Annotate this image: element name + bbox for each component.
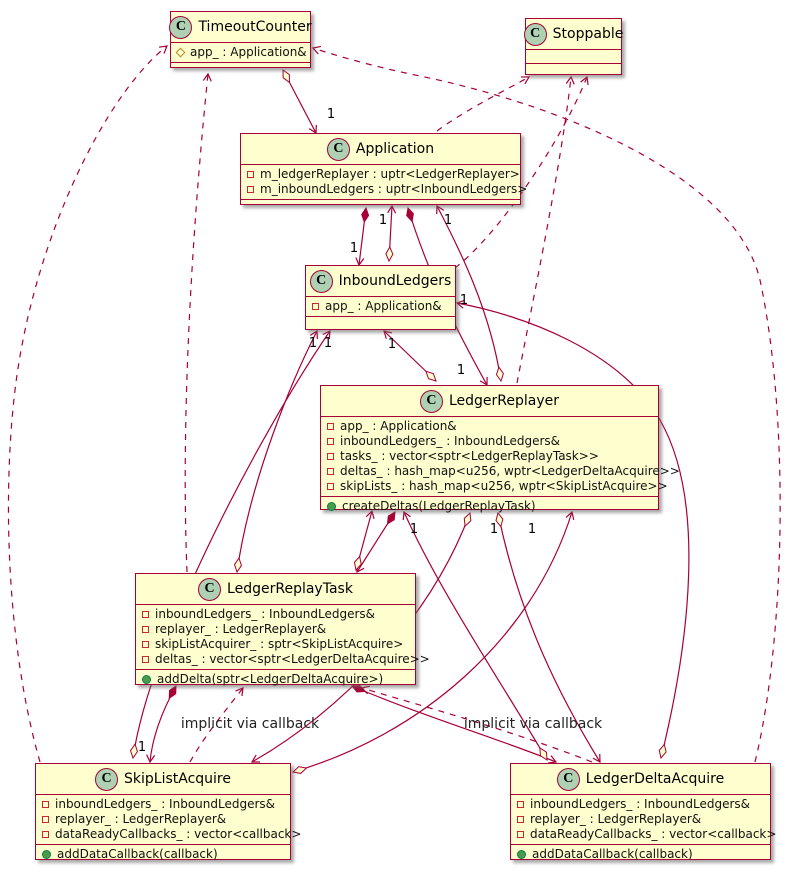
class-skip-list-acquire bbox=[35, 763, 302, 861]
visibility-private-icon bbox=[42, 831, 49, 838]
visibility-private-icon bbox=[142, 656, 149, 663]
member-row bbox=[517, 812, 762, 827]
member-row bbox=[327, 499, 650, 514]
class-icon: C bbox=[198, 578, 221, 601]
methods-compartment bbox=[241, 199, 520, 212]
member-text: replayer_ : LedgerReplayer& bbox=[55, 812, 227, 826]
visibility-private-icon bbox=[142, 641, 149, 648]
attributes-compartment bbox=[306, 296, 455, 316]
multiplicity-label: 1 bbox=[409, 522, 419, 537]
methods-compartment bbox=[511, 844, 770, 859]
multiplicity-label: 1 bbox=[308, 336, 318, 351]
member-text: createDeltas(LedgerReplayTask) bbox=[342, 499, 536, 513]
visibility-public-icon bbox=[517, 850, 526, 859]
visibility-private-icon bbox=[517, 831, 524, 838]
member-row bbox=[142, 607, 407, 622]
class-title bbox=[511, 764, 770, 794]
class-stoppable bbox=[525, 18, 622, 75]
class-name: InboundLedgers bbox=[338, 273, 452, 289]
attributes-compartment bbox=[511, 794, 777, 844]
edge-note-label: implicit via callback bbox=[180, 716, 320, 732]
class-name: LedgerReplayer bbox=[448, 393, 560, 409]
visibility-private-icon bbox=[247, 186, 254, 193]
visibility-public-icon bbox=[42, 850, 51, 859]
visibility-private-icon bbox=[142, 626, 149, 633]
member-row bbox=[312, 299, 447, 314]
multiplicity-label: 1 bbox=[349, 241, 359, 256]
multiplicity-label: 1 bbox=[527, 522, 537, 537]
class-name: Stoppable bbox=[552, 26, 624, 42]
edge-inboundledgers-to-application bbox=[389, 206, 392, 261]
edge-application-to-inboundledgers bbox=[359, 208, 366, 265]
member-text: addDataCallback(callback) bbox=[57, 847, 218, 861]
member-row bbox=[142, 637, 407, 652]
visibility-private-icon bbox=[42, 801, 49, 808]
member-row bbox=[327, 449, 650, 464]
multiplicity-label: 1 bbox=[387, 337, 397, 352]
class-title bbox=[306, 266, 455, 296]
multiplicity-label: 1 bbox=[137, 740, 147, 755]
methods-compartment bbox=[136, 669, 415, 684]
member-text: inboundLedgers_ : InboundLedgers& bbox=[530, 797, 751, 811]
member-text: app_ : Application& bbox=[340, 419, 457, 433]
multiplicity-label: 1 bbox=[323, 336, 333, 351]
member-text: addDataCallback(callback) bbox=[532, 847, 693, 861]
member-row bbox=[42, 812, 282, 827]
attributes-compartment bbox=[526, 49, 621, 63]
member-row bbox=[247, 167, 520, 182]
attributes-compartment bbox=[171, 42, 310, 62]
class-name: LedgerReplayTask bbox=[227, 581, 353, 597]
multiplicity-label: 1 bbox=[443, 213, 453, 228]
class-name: SkipListAcquire bbox=[124, 771, 231, 787]
member-row bbox=[247, 182, 528, 197]
member-text: inboundLedgers_ : InboundLedgers& bbox=[55, 797, 276, 811]
visibility-public-icon bbox=[142, 675, 151, 684]
edge-skiplistacquire-to-inboundledgers bbox=[133, 331, 333, 758]
visibility-private-icon bbox=[327, 483, 334, 490]
class-title bbox=[136, 574, 415, 604]
methods-compartment bbox=[306, 316, 455, 329]
visibility-private-icon bbox=[142, 611, 149, 618]
member-row bbox=[327, 419, 650, 434]
edge-ledgerreplaytask-to-skiplistacquire bbox=[150, 686, 176, 762]
member-text: dataReadyCallbacks_ : vector<callback> bbox=[530, 827, 777, 841]
methods-compartment bbox=[321, 496, 658, 513]
member-text: deltas_ : hash_map<u256, wptr<LedgerDeltaAcquire>> bbox=[340, 464, 680, 478]
visibility-public-icon bbox=[327, 502, 336, 511]
class-title bbox=[241, 134, 520, 164]
member-text: app_ : Application& bbox=[325, 299, 442, 313]
attributes-compartment bbox=[36, 794, 302, 844]
member-row bbox=[142, 622, 407, 637]
member-text: replayer_ : LedgerReplayer& bbox=[530, 812, 702, 826]
class-icon: C bbox=[557, 768, 580, 791]
class-application bbox=[240, 133, 528, 205]
multiplicity-label: 1 bbox=[456, 363, 466, 378]
class-icon: C bbox=[420, 390, 443, 413]
visibility-private-icon bbox=[327, 438, 334, 445]
class-inbound-ledgers bbox=[305, 265, 456, 330]
class-title bbox=[171, 12, 310, 42]
class-title bbox=[36, 764, 290, 794]
visibility-private-icon bbox=[327, 468, 334, 475]
edge-timeoutcounter-to-application bbox=[283, 70, 316, 133]
class-icon: C bbox=[169, 16, 192, 39]
visibility-private-icon bbox=[42, 816, 49, 823]
member-text: m_inboundLedgers : uptr<InboundLedgers> bbox=[260, 182, 528, 196]
visibility-private-icon bbox=[517, 801, 524, 808]
member-text: dataReadyCallbacks_ : vector<callback> bbox=[55, 827, 302, 841]
multiplicity-label: 1 bbox=[326, 107, 336, 122]
member-text: skipLists_ : hash_map<u256, wptr<SkipListAcquire>> bbox=[340, 479, 668, 493]
visibility-private-icon bbox=[327, 423, 334, 430]
visibility-private-icon bbox=[327, 453, 334, 460]
multiplicity-label: 1 bbox=[489, 522, 499, 537]
visibility-private-icon bbox=[247, 171, 254, 178]
member-row bbox=[327, 464, 680, 479]
class-name: LedgerDeltaAcquire bbox=[585, 771, 725, 787]
edge-ledgerreplaytask-to-inboundledgers bbox=[237, 331, 317, 572]
class-ledger-replay-task bbox=[135, 573, 430, 686]
class-icon: C bbox=[327, 138, 350, 161]
attributes-compartment bbox=[136, 604, 430, 669]
edge-ledgerreplaytask-to-timeoutcounter bbox=[185, 74, 208, 572]
member-row bbox=[517, 827, 777, 842]
visibility-private-icon bbox=[312, 303, 319, 310]
member-text: tasks_ : vector<sptr<LedgerReplayTask>> bbox=[340, 449, 599, 463]
visibility-protected-icon bbox=[176, 48, 186, 58]
class-ledger-delta-acquire bbox=[510, 763, 777, 861]
member-row bbox=[517, 797, 762, 812]
class-timeout-counter bbox=[170, 11, 311, 68]
attributes-compartment bbox=[241, 164, 528, 199]
member-row bbox=[142, 672, 407, 687]
edge-application-to-stoppable bbox=[437, 77, 529, 131]
multiplicity-label: 1 bbox=[459, 293, 469, 308]
member-text: replayer_ : LedgerReplayer& bbox=[155, 622, 327, 636]
member-text: app_ : Application& bbox=[190, 45, 307, 59]
methods-compartment bbox=[526, 63, 621, 76]
member-row bbox=[42, 847, 282, 862]
class-ledger-replayer bbox=[320, 385, 680, 513]
class-name: TimeoutCounter bbox=[198, 19, 312, 35]
member-row bbox=[517, 847, 762, 862]
edge-ledgerreplayer-to-ledgerreplaytask bbox=[357, 512, 395, 572]
member-row bbox=[42, 827, 302, 842]
member-row bbox=[327, 434, 650, 449]
class-name: Application bbox=[355, 141, 435, 157]
methods-compartment bbox=[36, 844, 290, 859]
member-text: skipListAcquirer_ : sptr<SkipListAcquire> bbox=[155, 637, 404, 651]
class-title bbox=[321, 386, 658, 416]
member-row bbox=[327, 479, 668, 494]
attributes-compartment bbox=[321, 416, 680, 496]
class-icon: C bbox=[524, 23, 547, 46]
visibility-private-icon bbox=[517, 816, 524, 823]
member-row bbox=[177, 45, 307, 60]
member-row bbox=[42, 797, 282, 812]
methods-compartment bbox=[171, 62, 310, 75]
member-text: addDelta(sptr<LedgerDeltaAcquire>) bbox=[157, 672, 384, 686]
member-row bbox=[142, 652, 430, 667]
member-text: inboundLedgers_ : InboundLedgers& bbox=[340, 434, 561, 448]
class-icon: C bbox=[95, 768, 118, 791]
member-text: inboundLedgers_ : InboundLedgers& bbox=[155, 607, 376, 621]
member-text: deltas_ : vector<sptr<LedgerDeltaAcquire>> bbox=[155, 652, 430, 666]
multiplicity-label: 1 bbox=[378, 213, 388, 228]
edge-note-label: implicit via callback bbox=[463, 716, 603, 732]
member-text: m_ledgerReplayer : uptr<LedgerReplayer> bbox=[260, 167, 520, 181]
class-icon: C bbox=[310, 270, 333, 293]
class-title bbox=[526, 19, 624, 49]
